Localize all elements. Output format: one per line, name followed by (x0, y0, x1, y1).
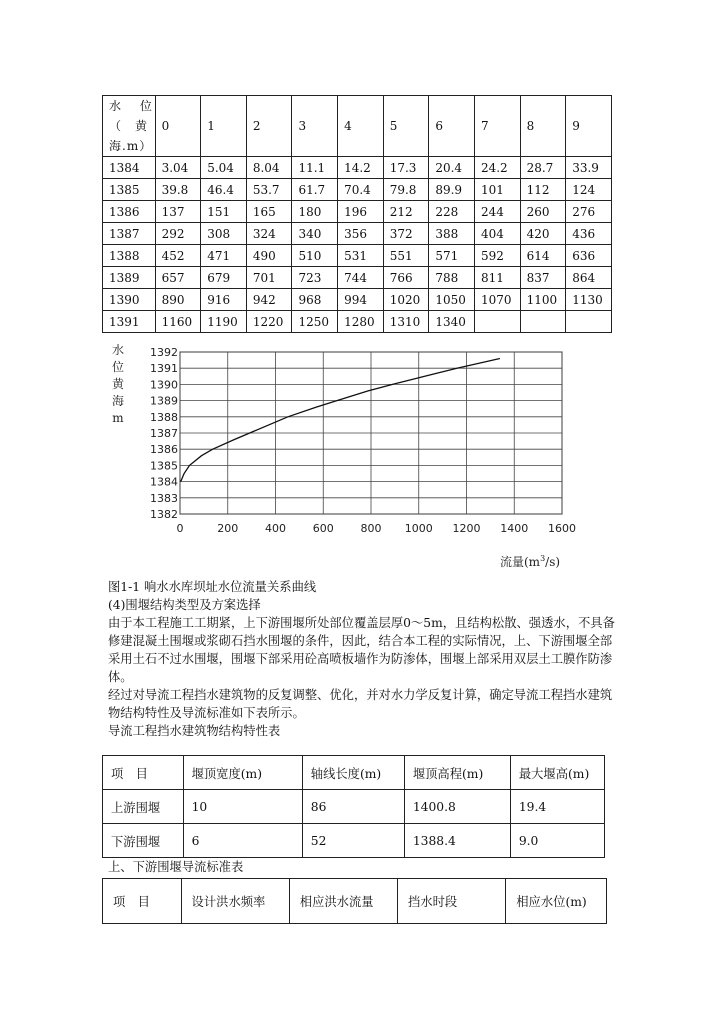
table-cell: 6 (183, 824, 302, 858)
table-cell: 890 (155, 289, 201, 311)
table-cell: 916 (201, 289, 247, 311)
table-cell: 679 (201, 267, 247, 289)
row-level: 1388 (103, 245, 156, 267)
column-header: 挡水时段 (398, 879, 506, 924)
table-cell: 356 (338, 223, 384, 245)
table-cell: 614 (520, 245, 566, 267)
table-cell: 657 (155, 267, 201, 289)
table-cell: 942 (246, 289, 292, 311)
row-level: 1386 (103, 201, 156, 223)
table-header-row (103, 96, 612, 157)
column-header: 6 (429, 96, 475, 157)
table-cell: 53.7 (246, 179, 292, 201)
table-cell: 1100 (520, 289, 566, 311)
y-tick-label: 1386 (150, 443, 178, 457)
table-row (103, 223, 612, 245)
table-cell: 112 (520, 179, 566, 201)
table-cell: 571 (429, 245, 475, 267)
table-row (103, 790, 605, 824)
table-cell: 766 (383, 267, 429, 289)
table-cell (474, 311, 520, 333)
column-header: 0 (155, 96, 201, 157)
table-cell: 124 (566, 179, 612, 201)
table-cell: 324 (246, 223, 292, 245)
table-cell: 17.3 (383, 157, 429, 179)
row-level: 1389 (103, 267, 156, 289)
table-cell: 404 (474, 223, 520, 245)
table-cell: 24.2 (474, 157, 520, 179)
y-tick-label: 1382 (150, 508, 178, 521)
table-cell: 1220 (246, 311, 292, 333)
table-row (103, 201, 612, 223)
column-header: 2 (246, 96, 292, 157)
table-cell: 1280 (338, 311, 384, 333)
x-tick-label: 600 (312, 522, 334, 535)
column-header: 1 (201, 96, 247, 157)
x-tick-label: 1200 (452, 522, 481, 535)
y-tick-label: 1391 (150, 362, 178, 376)
table-cell: 636 (566, 245, 612, 267)
table-header-row (103, 756, 605, 790)
table-cell: 1310 (383, 311, 429, 333)
table-row (103, 824, 605, 858)
table-cell: 137 (155, 201, 201, 223)
table-cell: 上游围堰 (103, 790, 184, 824)
table-cell: 968 (292, 289, 338, 311)
table3-title: 上、下游围堰导流标准表 (108, 860, 244, 874)
table-cell (520, 311, 566, 333)
diversion-standard-table (102, 878, 607, 924)
table-cell: 308 (201, 223, 247, 245)
table-cell: 28.7 (520, 157, 566, 179)
row-level: 1387 (103, 223, 156, 245)
table-row (103, 267, 612, 289)
y-tick-label: 1389 (150, 394, 178, 408)
y-axis-label-char: 海 (111, 394, 125, 408)
table-cell: 372 (383, 223, 429, 245)
table-cell: 452 (155, 245, 201, 267)
y-axis-label-char: 黄 (111, 377, 125, 391)
header-line: 海.m） (109, 139, 153, 153)
y-tick-label: 1384 (150, 475, 178, 489)
y-tick-label: 1387 (150, 427, 178, 440)
x-axis-label-main: 流量(m (500, 555, 541, 569)
table-cell: 79.8 (383, 179, 429, 201)
table-cell: 5.04 (201, 157, 247, 179)
table-cell: 436 (566, 223, 612, 245)
table-cell: 11.1 (292, 157, 338, 179)
table-cell: 下游围堰 (103, 824, 184, 858)
row-level: 1391 (103, 311, 156, 333)
table-cell: 1250 (292, 311, 338, 333)
column-header: 项 目 (103, 756, 184, 790)
table-cell: 551 (383, 245, 429, 267)
table-row (103, 311, 612, 333)
column-header: 设计洪水频率 (181, 879, 289, 924)
table-cell: 1020 (383, 289, 429, 311)
table-cell: 788 (429, 267, 475, 289)
table2-title: 导流工程挡水建筑物结构特性表 (108, 724, 281, 738)
header-line: （ 黄 (109, 119, 149, 133)
table-cell: 86 (302, 790, 404, 824)
table-row (103, 157, 612, 179)
table-cell: 723 (292, 267, 338, 289)
stage-discharge-chart (110, 340, 590, 572)
column-header: 3 (292, 96, 338, 157)
table-row (103, 179, 612, 201)
table-cell (566, 311, 612, 333)
table-cell: 70.4 (338, 179, 384, 201)
table-cell: 292 (155, 223, 201, 245)
table-cell: 1160 (155, 311, 201, 333)
table-cell: 490 (246, 245, 292, 267)
table-cell: 1400.8 (404, 790, 510, 824)
table-cell: 1130 (566, 289, 612, 311)
table-cell: 1340 (429, 311, 475, 333)
column-header: 项 目 (103, 879, 182, 924)
y-tick-label: 1385 (150, 459, 178, 473)
y-tick-label: 1390 (150, 378, 178, 392)
table-cell: 510 (292, 245, 338, 267)
table-cell: 8.04 (246, 157, 292, 179)
body-paragraph-1: 由于本工程施工工期紧，上下游围堰所处部位覆盖层厚0～5m，且结构松散、强透水，不具备修建混凝土围堰或浆砌石挡水围堰的条件，因此，结合本工程的实际情况，上、下游围堰全部采用土石不过水围堰，围堰下部采用砼高喷板墙作为防渗体，围堰上部采用双层土工膜作防渗体。 (108, 616, 615, 684)
table-cell: 212 (383, 201, 429, 223)
table-cell: 994 (338, 289, 384, 311)
table-cell: 180 (292, 201, 338, 223)
x-tick-label: 1000 (404, 522, 433, 535)
table-cell: 151 (201, 201, 247, 223)
y-axis-label-char: m (112, 411, 124, 425)
table-cell: 276 (566, 201, 612, 223)
column-header: 轴线长度(m) (302, 756, 404, 790)
x-axis-label (500, 554, 560, 569)
table-cell: 10 (183, 790, 302, 824)
table-cell: 196 (338, 201, 384, 223)
column-header: 相应水位(m) (506, 879, 607, 924)
column-header: 相应洪水流量 (289, 879, 397, 924)
x-tick-label: 0 (176, 522, 184, 535)
table-row (103, 289, 612, 311)
table-cell: 388 (429, 223, 475, 245)
table-cell: 3.04 (155, 157, 201, 179)
y-tick-label: 1392 (150, 346, 178, 359)
table-cell: 89.9 (429, 179, 475, 201)
y-tick-label: 1383 (150, 491, 178, 505)
row-level: 1384 (103, 157, 156, 179)
table-cell: 592 (474, 245, 520, 267)
table-cell: 61.7 (292, 179, 338, 201)
column-header: 堰顶宽度(m) (183, 756, 302, 790)
table-cell: 471 (201, 245, 247, 267)
table-cell: 340 (292, 223, 338, 245)
column-header: 最大堰高(m) (510, 756, 604, 790)
table-cell: 244 (474, 201, 520, 223)
table-cell: 14.2 (338, 157, 384, 179)
y-axis-label-char: 位 (111, 360, 125, 374)
column-header: 4 (338, 96, 384, 157)
table-header-row (103, 879, 607, 924)
body-paragraph-2: 经过对导流工程挡水建筑物的反复调整、优化，并对水力学反复计算，确定导流工程挡水建筑物结构特性及导流标准如下表所示。 (108, 688, 613, 720)
table-cell: 260 (520, 201, 566, 223)
row-level: 1385 (103, 179, 156, 201)
table-cell: 46.4 (201, 179, 247, 201)
y-tick-label: 1388 (150, 410, 178, 424)
figure-caption: 图1-1 响水水库坝址水位流量关系曲线 (108, 580, 317, 594)
table-cell: 9.0 (510, 824, 604, 858)
table-row (103, 245, 612, 267)
table-cell: 19.4 (510, 790, 604, 824)
table-cell: 420 (520, 223, 566, 245)
x-tick-label: 800 (360, 522, 382, 535)
table-cell: 228 (429, 201, 475, 223)
table-cell: 864 (566, 267, 612, 289)
table-cell: 165 (246, 201, 292, 223)
table-cell: 33.9 (566, 157, 612, 179)
table-cell: 811 (474, 267, 520, 289)
structure-characteristics-table (102, 755, 605, 858)
table-cell: 744 (338, 267, 384, 289)
x-tick-label: 1400 (500, 522, 529, 535)
x-tick-label: 1600 (548, 522, 576, 535)
table-cell: 52 (302, 824, 404, 858)
x-axis-label-tail: /s) (545, 555, 561, 569)
table-cell: 1070 (474, 289, 520, 311)
x-tick-label: 200 (217, 522, 239, 535)
table-cell: 1388.4 (404, 824, 510, 858)
table-cell: 1190 (201, 311, 247, 333)
column-header: 8 (520, 96, 566, 157)
row-level: 1390 (103, 289, 156, 311)
column-header: 7 (474, 96, 520, 157)
table-cell: 1050 (429, 289, 475, 311)
x-axis-label-sup: 3 (540, 554, 546, 563)
column-header: 9 (566, 96, 612, 157)
y-axis-label-char: 水 (111, 343, 125, 357)
table-cell: 20.4 (429, 157, 475, 179)
table-cell: 531 (338, 245, 384, 267)
water-level-header (103, 96, 156, 157)
section-heading: (4)围堰结构类型及方案选择 (108, 598, 261, 612)
column-header: 5 (383, 96, 429, 157)
table-cell: 837 (520, 267, 566, 289)
column-header: 堰顶高程(m) (404, 756, 510, 790)
x-tick-label: 400 (265, 522, 286, 535)
table-cell: 39.8 (155, 179, 201, 201)
series-line (181, 359, 500, 482)
header-line: 水 位 (109, 99, 153, 113)
table-cell: 101 (474, 179, 520, 201)
stage-discharge-table (102, 95, 612, 333)
table-cell: 701 (246, 267, 292, 289)
